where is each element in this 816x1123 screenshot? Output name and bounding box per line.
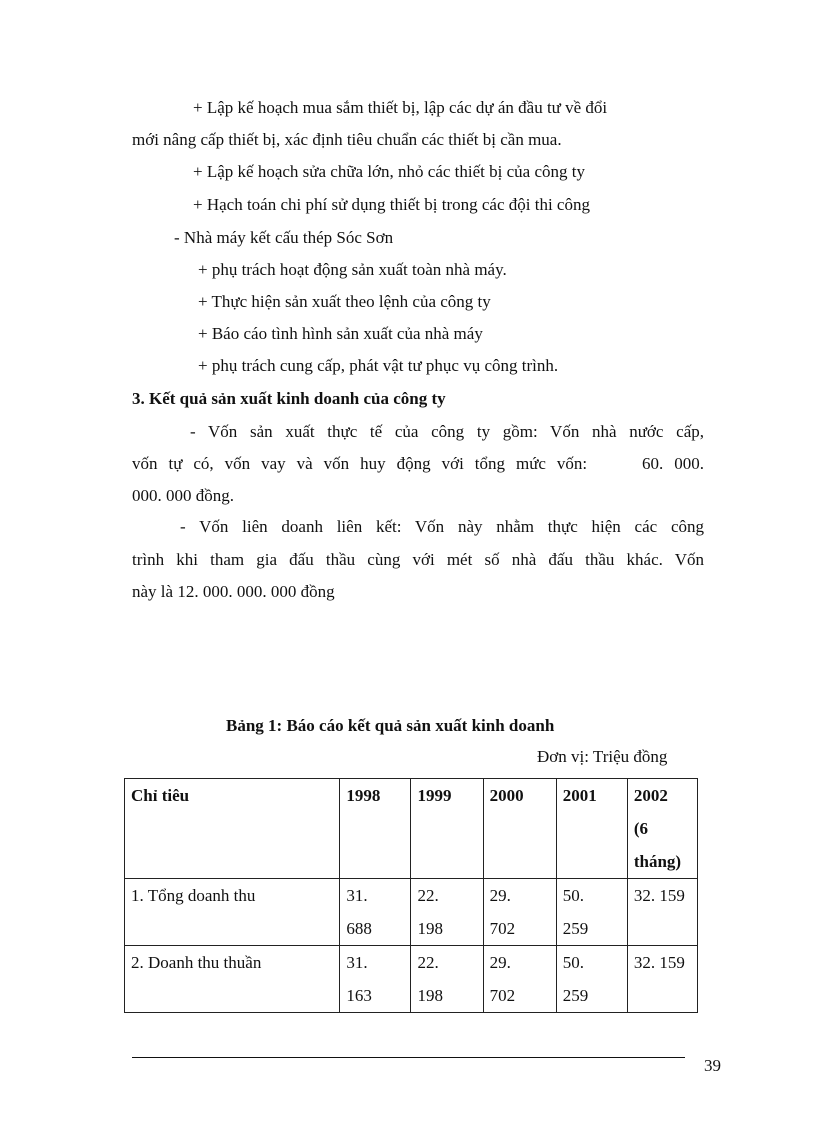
- cell-line: 31.: [346, 886, 368, 905]
- paragraph-line: - Vốn liên doanh liên kết: Vốn này nhằm thực hiện các công: [180, 517, 704, 536]
- table-cell: [483, 879, 556, 946]
- cell-line: 32. 159: [633, 886, 685, 905]
- text-line: + Lập kế hoạch mua sắm thiết bị, lập các dự án đầu tư về đổi: [193, 98, 608, 117]
- cell-line: 31.: [346, 953, 368, 972]
- text-line: + Lập kế hoạch sửa chữa lớn, nhỏ các thiết bị của công ty: [193, 162, 585, 181]
- cell-line: 22.: [417, 886, 439, 905]
- header-cell: [627, 779, 697, 879]
- text-line: + Hạch toán chi phí sử dụng thiết bị trong các đội thi công: [193, 195, 590, 214]
- table-cell: [483, 946, 556, 1013]
- cell-line: 29.: [489, 886, 511, 905]
- table-row: [125, 946, 698, 1013]
- paragraph-line: trình khi tham gia đấu thầu cùng với mét số nhà đấu thầu khác. Vốn: [132, 550, 704, 569]
- header-cell: Chỉ tiêu: [125, 779, 340, 879]
- section-heading: 3. Kết quả sản xuất kinh doanh của công ty: [132, 389, 446, 408]
- paragraph-line: 000. 000 đồng.: [132, 486, 234, 505]
- text-line: + Báo cáo tình hình sản xuất của nhà máy: [198, 324, 483, 343]
- paragraph-line: này là 12. 000. 000. 000 đồng: [132, 582, 335, 601]
- table-caption: Bảng 1: Báo cáo kết quả sản xuất kinh doanh: [226, 716, 555, 735]
- cell-line: 22.: [417, 953, 439, 972]
- cell-line: 259: [562, 986, 589, 1005]
- text-line: mới nâng cấp thiết bị, xác định tiêu chuẩn các thiết bị cần mua.: [132, 130, 562, 149]
- text-line: + Thực hiện sản xuất theo lệnh của công ty: [198, 292, 491, 311]
- footer-rule: [132, 1057, 685, 1058]
- cell-line: 702: [489, 919, 516, 938]
- cell-line: 32. 159: [633, 953, 685, 972]
- cell-line: 29.: [489, 953, 511, 972]
- row-label: 1. Tổng doanh thu: [125, 879, 340, 946]
- table-cell: [627, 879, 697, 946]
- table-cell: [556, 946, 627, 1013]
- cell-line: 702: [489, 986, 516, 1005]
- cell-line: 259: [562, 919, 589, 938]
- header-year: 2002: [633, 786, 668, 805]
- cell-line: 163: [346, 986, 372, 1005]
- table-unit: Đơn vị: Triệu đồng: [537, 747, 668, 766]
- header-cell: 2000: [483, 779, 556, 879]
- cell-line: 50.: [562, 886, 584, 905]
- header-note: (6 tháng): [633, 819, 682, 871]
- paragraph-line: - Vốn sản xuất thực tế của công ty gồm: Vốn nhà nước cấp,: [190, 422, 704, 441]
- table-cell: [627, 946, 697, 1013]
- table-cell: [556, 879, 627, 946]
- header-cell: 2001: [556, 779, 627, 879]
- row-label: 2. Doanh thu thuần: [125, 946, 340, 1013]
- cell-line: 688: [346, 919, 372, 938]
- header-cell: 1998: [340, 779, 411, 879]
- header-cell: 1999: [411, 779, 483, 879]
- cell-line: 198: [417, 986, 443, 1005]
- table-cell: [411, 879, 483, 946]
- table-row: [125, 879, 698, 946]
- cell-line: 50.: [562, 953, 584, 972]
- table-header-row: [125, 779, 698, 879]
- text-line: + phụ trách cung cấp, phát vật tư phục vụ công trình.: [198, 356, 559, 375]
- text-line: - Nhà máy kết cấu thép Sóc Sơn: [174, 228, 394, 247]
- paragraph-line: vốn tự có, vốn vay và vốn huy động với tổng mức vốn: 60. 000.: [132, 454, 704, 473]
- table-cell: [340, 879, 411, 946]
- cell-line: 198: [417, 919, 443, 938]
- text-line: + phụ trách hoạt động sản xuất toàn nhà máy.: [198, 260, 507, 279]
- report-table: [124, 778, 698, 1013]
- table-cell: [411, 946, 483, 1013]
- table-cell: [340, 946, 411, 1013]
- page-number: 39: [704, 1056, 721, 1075]
